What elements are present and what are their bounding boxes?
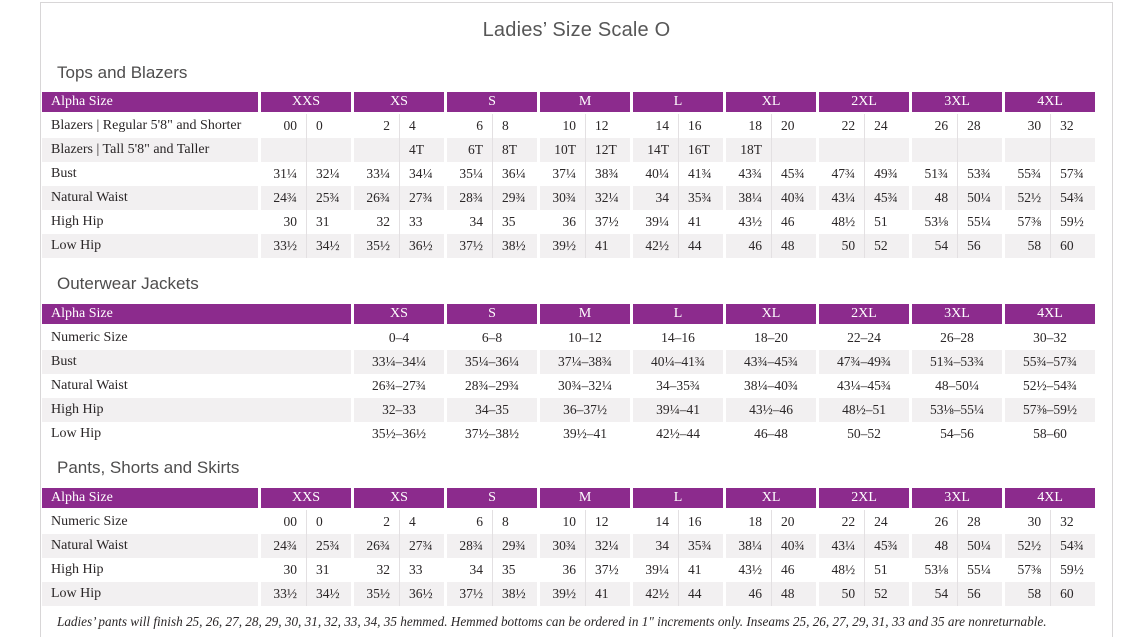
row-label: Low Hip xyxy=(51,426,102,441)
value-cell: 43¼ xyxy=(816,186,864,210)
value-cell: 41 xyxy=(678,558,723,582)
row-label: Bust xyxy=(42,350,351,374)
value-cell: 6 xyxy=(444,510,492,534)
value-cell: 30 xyxy=(1002,510,1050,534)
size-group-header-m: M xyxy=(537,92,630,114)
value-cell: 55¼ xyxy=(957,558,1002,582)
value-cell: 34½ xyxy=(306,234,351,258)
value-cell: 41¾ xyxy=(678,162,723,186)
value-cell: 14 xyxy=(630,510,678,534)
value-cell: 53⅛–55¼ xyxy=(909,398,1002,422)
measurement-row xyxy=(42,114,1095,138)
measurement-row xyxy=(42,374,1095,398)
value-cell: 34 xyxy=(630,186,678,210)
value-cell: 33½ xyxy=(258,582,306,606)
value-cell: 33½ xyxy=(258,234,306,258)
value-cell: 50 xyxy=(816,234,864,258)
size-group-header-l: L xyxy=(630,488,723,510)
value-cell: 48 xyxy=(909,186,957,210)
row-label: High Hip xyxy=(51,562,104,577)
value-cell: 0 xyxy=(306,510,351,534)
value-cell: 26¾ xyxy=(351,186,399,210)
value-cell: 24 xyxy=(864,510,909,534)
value-cell: 54¾ xyxy=(1050,186,1095,210)
value-cell: 8 xyxy=(492,510,537,534)
row-label: Natural Waist xyxy=(42,186,258,210)
value-cell xyxy=(957,138,1002,162)
value-cell: 48 xyxy=(771,582,816,606)
value-cell: 38¼ xyxy=(723,186,771,210)
value-cell: 14T xyxy=(630,138,678,162)
value-cell: 32 xyxy=(351,558,399,582)
value-cell: 30 xyxy=(258,558,306,582)
value-cell: 25¾ xyxy=(306,534,351,558)
value-cell: 52 xyxy=(864,582,909,606)
value-cell: 6 xyxy=(444,114,492,138)
value-cell: 24¾ xyxy=(258,186,306,210)
value-cell: 50¼ xyxy=(957,186,1002,210)
value-cell: 24¾ xyxy=(258,534,306,558)
value-cell: 4 xyxy=(399,114,444,138)
value-cell: 46 xyxy=(771,558,816,582)
value-cell: 8T xyxy=(492,138,537,162)
measurement-row xyxy=(42,326,1095,350)
value-cell: 60 xyxy=(1050,582,1095,606)
value-cell: 58 xyxy=(1002,234,1050,258)
value-cell: 35½–36½ xyxy=(351,422,444,446)
value-cell: 40¼–41¾ xyxy=(630,350,723,374)
size-group-header-xxs: XXS xyxy=(258,488,351,510)
measurement-row xyxy=(42,398,1095,422)
value-cell: 26¾ xyxy=(351,534,399,558)
value-cell: 42½ xyxy=(630,234,678,258)
value-cell: 30¾ xyxy=(537,186,585,210)
value-cell: 48 xyxy=(909,534,957,558)
value-cell: 57⅜ xyxy=(1002,558,1050,582)
value-cell: 37½ xyxy=(444,582,492,606)
value-cell: 0–4 xyxy=(351,326,444,350)
value-cell: 38¼–40¾ xyxy=(723,374,816,398)
value-cell: 52½ xyxy=(1002,186,1050,210)
size-table-outerwear-jackets xyxy=(42,304,1095,446)
value-cell: 32¼ xyxy=(306,162,351,186)
size-group-header-3xl: 3XL xyxy=(909,92,1002,114)
value-cell: 34¼ xyxy=(399,162,444,186)
value-cell: 33 xyxy=(399,558,444,582)
value-cell xyxy=(816,138,864,162)
size-group-header-xs: XS xyxy=(351,304,444,326)
value-cell: 54 xyxy=(909,234,957,258)
value-cell: 56 xyxy=(957,582,1002,606)
row-label: Blazers | Tall 5'8" and Taller xyxy=(42,138,258,162)
value-cell: 51¾ xyxy=(909,162,957,186)
size-table-pants-shorts-and-skirts xyxy=(42,488,1095,606)
size-group-header-l: L xyxy=(630,304,723,326)
value-cell: 28¾–29¾ xyxy=(444,374,537,398)
size-header-row xyxy=(42,92,1095,114)
size-group-header-m: M xyxy=(537,488,630,510)
value-cell: 00 xyxy=(258,510,306,534)
value-cell: 26 xyxy=(909,510,957,534)
measurement-row xyxy=(42,534,1095,558)
value-cell: 39½ xyxy=(537,582,585,606)
value-cell: 31 xyxy=(306,210,351,234)
measurement-row xyxy=(42,582,1095,606)
value-cell: 10–12 xyxy=(537,326,630,350)
size-header-row xyxy=(42,304,1095,326)
value-cell: 29¾ xyxy=(492,534,537,558)
value-cell: 39¼ xyxy=(630,210,678,234)
size-scale-card xyxy=(40,2,1113,637)
measurement-row xyxy=(42,350,1095,374)
value-cell: 37½ xyxy=(585,210,630,234)
row-label: Blazers | Regular 5'8" and Shorter xyxy=(51,118,242,133)
value-cell: 53¾ xyxy=(957,162,1002,186)
value-cell: 18 xyxy=(723,114,771,138)
value-cell: 48½ xyxy=(816,210,864,234)
value-cell: 30¾–32¼ xyxy=(537,374,630,398)
value-cell: 27¾ xyxy=(399,534,444,558)
row-label: Bust xyxy=(51,166,77,181)
value-cell: 28 xyxy=(957,510,1002,534)
value-cell: 4T xyxy=(399,138,444,162)
value-cell: 59½ xyxy=(1050,210,1095,234)
size-group-header-4xl: 4XL xyxy=(1002,488,1095,510)
value-cell: 22 xyxy=(816,114,864,138)
value-cell: 24 xyxy=(864,114,909,138)
value-cell: 57⅜ xyxy=(1002,210,1050,234)
size-group-header-xl: XL xyxy=(723,304,816,326)
value-cell: 32–33 xyxy=(351,398,444,422)
value-cell: 47¾–49¾ xyxy=(816,350,909,374)
measurement-row xyxy=(42,510,1095,534)
value-cell: 40¾ xyxy=(771,534,816,558)
value-cell: 36½ xyxy=(399,582,444,606)
value-cell: 37¼–38¾ xyxy=(537,350,630,374)
value-cell: 39¼–41 xyxy=(630,398,723,422)
value-cell: 58 xyxy=(1002,582,1050,606)
value-cell: 34–35¾ xyxy=(630,374,723,398)
value-cell: 51 xyxy=(864,210,909,234)
value-cell: 14–16 xyxy=(630,326,723,350)
row-label: Natural Waist xyxy=(42,534,258,558)
value-cell: 34 xyxy=(444,558,492,582)
value-cell: 32 xyxy=(1050,510,1095,534)
value-cell: 20 xyxy=(771,510,816,534)
value-cell: 43½ xyxy=(723,558,771,582)
value-cell: 45¾ xyxy=(771,162,816,186)
size-group-header-xxs: XXS xyxy=(258,92,351,114)
value-cell: 55¾ xyxy=(1002,162,1050,186)
value-cell: 32 xyxy=(1050,114,1095,138)
value-cell: 50¼ xyxy=(957,534,1002,558)
value-cell: 26 xyxy=(909,114,957,138)
value-cell: 43½ xyxy=(723,210,771,234)
value-cell: 57⅜–59½ xyxy=(1002,398,1095,422)
value-cell: 36 xyxy=(537,558,585,582)
row-label: Low Hip xyxy=(42,234,258,258)
pants-shorts-and-skirts-heading: Pants, Shorts and Skirts xyxy=(57,458,240,477)
value-cell: 60 xyxy=(1050,234,1095,258)
size-header-row xyxy=(42,488,1095,510)
value-cell xyxy=(1002,138,1050,162)
value-cell: 38½ xyxy=(492,582,537,606)
value-cell: 49¾ xyxy=(864,162,909,186)
value-cell: 14 xyxy=(630,114,678,138)
value-cell: 36½ xyxy=(399,234,444,258)
value-cell: 34½ xyxy=(306,582,351,606)
value-cell xyxy=(909,138,957,162)
size-group-header-l: L xyxy=(630,92,723,114)
value-cell: 38¾ xyxy=(585,162,630,186)
outerwear-jackets-heading: Outerwear Jackets xyxy=(57,274,199,293)
size-group-header-2xl: 2XL xyxy=(816,488,909,510)
value-cell: 46 xyxy=(723,582,771,606)
value-cell: 43¼–45¾ xyxy=(816,374,909,398)
value-cell xyxy=(771,138,816,162)
value-cell: 35½ xyxy=(351,234,399,258)
value-cell: 26¾–27¾ xyxy=(351,374,444,398)
value-cell: 43½–46 xyxy=(723,398,816,422)
value-cell: 28 xyxy=(957,114,1002,138)
value-cell: 38½ xyxy=(492,234,537,258)
pants-shorts-and-skirts-table-mount xyxy=(42,488,1112,606)
value-cell: 18T xyxy=(723,138,771,162)
row-label: High Hip xyxy=(42,398,351,422)
size-table-tops-and-blazers xyxy=(42,92,1095,258)
value-cell: 41 xyxy=(585,582,630,606)
value-cell: 18–20 xyxy=(723,326,816,350)
measurement-row xyxy=(42,138,1095,162)
measurement-row xyxy=(42,422,1095,446)
value-cell: 32¼ xyxy=(585,534,630,558)
value-cell: 25¾ xyxy=(306,186,351,210)
value-cell: 54 xyxy=(909,582,957,606)
value-cell: 36¼ xyxy=(492,162,537,186)
value-cell: 43¼ xyxy=(816,534,864,558)
row-label: Natural Waist xyxy=(51,378,128,393)
value-cell: 48–50¼ xyxy=(909,374,1002,398)
value-cell: 00 xyxy=(258,114,306,138)
value-cell: 35¼–36¼ xyxy=(444,350,537,374)
outerwear-jackets-table-mount xyxy=(42,304,1112,446)
value-cell: 55¼ xyxy=(957,210,1002,234)
value-cell: 54¾ xyxy=(1050,534,1095,558)
value-cell: 44 xyxy=(678,582,723,606)
value-cell: 2 xyxy=(351,114,399,138)
value-cell: 48½ xyxy=(816,558,864,582)
value-cell: 59½ xyxy=(1050,558,1095,582)
value-cell: 26–28 xyxy=(909,326,1002,350)
row-label: Numeric Size xyxy=(51,330,128,345)
value-cell: 51¾–53¾ xyxy=(909,350,1002,374)
size-group-header-s: S xyxy=(444,304,537,326)
value-cell: 12 xyxy=(585,114,630,138)
value-cell: 33 xyxy=(399,210,444,234)
alpha-size-header: Alpha Size xyxy=(42,92,258,114)
value-cell: 22–24 xyxy=(816,326,909,350)
value-cell: 41 xyxy=(678,210,723,234)
value-cell: 36–37½ xyxy=(537,398,630,422)
measurement-row xyxy=(42,162,1095,186)
size-group-header-3xl: 3XL xyxy=(909,488,1002,510)
value-cell: 35 xyxy=(492,558,537,582)
value-cell: 28¾ xyxy=(444,534,492,558)
value-cell: 35¾ xyxy=(678,534,723,558)
value-cell: 40¼ xyxy=(630,162,678,186)
value-cell: 35¼ xyxy=(444,162,492,186)
section-pants-shorts-and-skirts xyxy=(41,457,1112,606)
value-cell: 18 xyxy=(723,510,771,534)
value-cell: 27¾ xyxy=(399,186,444,210)
size-group-header-3xl: 3XL xyxy=(909,304,1002,326)
measurement-row xyxy=(42,558,1095,582)
value-cell xyxy=(306,138,351,162)
value-cell: 43¾ xyxy=(723,162,771,186)
size-group-header-xs: XS xyxy=(351,92,444,114)
value-cell: 34 xyxy=(444,210,492,234)
value-cell: 46–48 xyxy=(723,422,816,446)
value-cell: 58–60 xyxy=(1002,422,1095,446)
value-cell: 10 xyxy=(537,510,585,534)
measurement-row xyxy=(42,186,1095,210)
measurement-row xyxy=(42,210,1095,234)
measurement-row xyxy=(42,234,1095,258)
value-cell: 34–35 xyxy=(444,398,537,422)
section-outerwear-jackets xyxy=(41,273,1112,446)
tops-and-blazers-table-mount xyxy=(42,92,1112,258)
value-cell: 45¾ xyxy=(864,186,909,210)
value-cell: 36 xyxy=(537,210,585,234)
value-cell: 44 xyxy=(678,234,723,258)
value-cell: 28¾ xyxy=(444,186,492,210)
value-cell: 39¼ xyxy=(630,558,678,582)
value-cell: 34 xyxy=(630,534,678,558)
value-cell: 37½ xyxy=(585,558,630,582)
value-cell: 57¾ xyxy=(1050,162,1095,186)
value-cell: 51 xyxy=(864,558,909,582)
value-cell: 33¼ xyxy=(351,162,399,186)
value-cell: 37¼ xyxy=(537,162,585,186)
value-cell: 55¾–57¾ xyxy=(1002,350,1095,374)
value-cell: 12T xyxy=(585,138,630,162)
value-cell: 56 xyxy=(957,234,1002,258)
value-cell: 50–52 xyxy=(816,422,909,446)
size-group-header-4xl: 4XL xyxy=(1002,92,1095,114)
size-group-header-xl: XL xyxy=(723,488,816,510)
alpha-size-header: Alpha Size xyxy=(42,488,258,510)
value-cell: 30 xyxy=(258,210,306,234)
value-cell: 37½ xyxy=(444,234,492,258)
value-cell: 8 xyxy=(492,114,537,138)
value-cell xyxy=(351,138,399,162)
value-cell xyxy=(258,138,306,162)
value-cell: 35¾ xyxy=(678,186,723,210)
value-cell: 2 xyxy=(351,510,399,534)
value-cell: 16 xyxy=(678,510,723,534)
value-cell: 20 xyxy=(771,114,816,138)
size-group-header-2xl: 2XL xyxy=(816,92,909,114)
value-cell: 52½ xyxy=(1002,534,1050,558)
value-cell: 16 xyxy=(678,114,723,138)
tops-and-blazers-heading: Tops and Blazers xyxy=(57,63,188,82)
section-tops-and-blazers xyxy=(41,62,1112,258)
value-cell: 43¾–45¾ xyxy=(723,350,816,374)
value-cell: 10 xyxy=(537,114,585,138)
value-cell: 10T xyxy=(537,138,585,162)
size-group-header-xs: XS xyxy=(351,488,444,510)
value-cell: 32¼ xyxy=(585,186,630,210)
value-cell: 53⅛ xyxy=(909,558,957,582)
value-cell: 52½–54¾ xyxy=(1002,374,1095,398)
value-cell: 39½–41 xyxy=(537,422,630,446)
value-cell: 39½ xyxy=(537,234,585,258)
value-cell: 40¾ xyxy=(771,186,816,210)
value-cell: 6T xyxy=(444,138,492,162)
value-cell: 30¾ xyxy=(537,534,585,558)
value-cell: 33¼–34¼ xyxy=(351,350,444,374)
value-cell: 31 xyxy=(306,558,351,582)
row-label: Numeric Size xyxy=(51,514,128,529)
size-group-header-2xl: 2XL xyxy=(816,304,909,326)
value-cell: 53⅛ xyxy=(909,210,957,234)
value-cell: 12 xyxy=(585,510,630,534)
value-cell: 47¾ xyxy=(816,162,864,186)
value-cell: 48 xyxy=(771,234,816,258)
value-cell: 45¾ xyxy=(864,534,909,558)
value-cell: 52 xyxy=(864,234,909,258)
value-cell: 0 xyxy=(306,114,351,138)
value-cell xyxy=(864,138,909,162)
value-cell: 16T xyxy=(678,138,723,162)
alpha-size-header: Alpha Size xyxy=(42,304,351,326)
row-label: High Hip xyxy=(51,214,104,229)
value-cell: 42½ xyxy=(630,582,678,606)
size-group-header-xl: XL xyxy=(723,92,816,114)
value-cell: 32 xyxy=(351,210,399,234)
value-cell: 46 xyxy=(723,234,771,258)
value-cell: 35½ xyxy=(351,582,399,606)
value-cell: 41 xyxy=(585,234,630,258)
size-group-header-s: S xyxy=(444,488,537,510)
value-cell: 31¼ xyxy=(258,162,306,186)
row-label: Low Hip xyxy=(42,582,258,606)
value-cell: 48½–51 xyxy=(816,398,909,422)
size-group-header-4xl: 4XL xyxy=(1002,304,1095,326)
value-cell: 22 xyxy=(816,510,864,534)
value-cell: 6–8 xyxy=(444,326,537,350)
value-cell xyxy=(1050,138,1095,162)
value-cell: 46 xyxy=(771,210,816,234)
value-cell: 42½–44 xyxy=(630,422,723,446)
page-title: Ladies’ Size Scale O xyxy=(482,19,671,41)
value-cell: 30 xyxy=(1002,114,1050,138)
size-group-header-s: S xyxy=(444,92,537,114)
size-group-header-m: M xyxy=(537,304,630,326)
hemming-footnote: Ladies’ pants will finish 25, 26, 27, 28, 29, 30, 31, 32, 33, 34, 35 hemmed. Hemmed bottoms can be ordered in 1" increments only. Inseams 25, 26, 27, 29, 31, 33 and 35 are nonreturnable. xyxy=(57,614,1047,629)
value-cell: 35 xyxy=(492,210,537,234)
value-cell: 38¼ xyxy=(723,534,771,558)
value-cell: 50 xyxy=(816,582,864,606)
value-cell: 4 xyxy=(399,510,444,534)
value-cell: 30–32 xyxy=(1002,326,1095,350)
value-cell: 37½–38½ xyxy=(444,422,537,446)
value-cell: 29¾ xyxy=(492,186,537,210)
value-cell: 54–56 xyxy=(909,422,1002,446)
